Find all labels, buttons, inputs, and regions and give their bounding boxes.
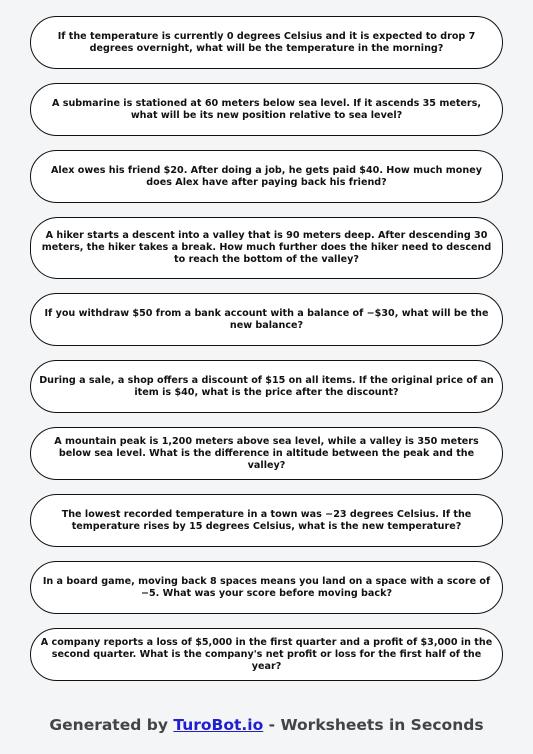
- question-text: The lowest recorded temperature in a town was −23 degrees Celsius. If the temperature rises by 15 degrees Celsius, what is the new temperature?: [61, 508, 472, 532]
- question-card-9: [30, 561, 503, 614]
- question-card-3: [30, 150, 503, 203]
- question-card-4: [30, 217, 503, 279]
- question-text: A submarine is stationed at 60 meters below sea level. If it ascends 35 meters, what will be its new position relative to sea level?: [51, 97, 482, 121]
- question-card-8: [30, 494, 503, 547]
- question-card-1: [30, 16, 503, 69]
- question-text: If you withdraw $50 from a bank account with a balance of −$30, what will be the new balance?: [44, 307, 489, 331]
- footer-prefix: Generated by: [49, 716, 174, 734]
- question-text: In a board game, moving back 8 spaces means you land on a space with a score of −5. What was your score before moving back?: [42, 575, 491, 599]
- footer: [0, 716, 533, 734]
- question-text: During a sale, a shop offers a discount of $15 on all items. If the original price of an item is $40, what is the price after the discount?: [39, 374, 494, 398]
- question-list: [30, 16, 503, 695]
- question-text: A mountain peak is 1,200 meters above sea level, while a valley is 350 meters below sea level. What is the difference in altitude between the peak and the valley?: [54, 435, 479, 471]
- question-card-5: [30, 293, 503, 346]
- question-card-2: [30, 83, 503, 136]
- question-card-10: [30, 628, 503, 681]
- footer-suffix: - Worksheets in Seconds: [263, 716, 484, 734]
- question-card-7: [30, 427, 503, 480]
- question-text: A hiker starts a descent into a valley that is 90 meters deep. After descending 30 meters, the hiker takes a break. How much further does the hiker need to descend to reach the bottom of the valley?: [41, 230, 492, 265]
- turobot-link[interactable]: TuroBot.io: [173, 716, 264, 734]
- question-text: If the temperature is currently 0 degrees Celsius and it is expected to drop 7 degrees overnight, what will be the temperature in the morning?: [57, 30, 476, 54]
- question-text: A company reports a loss of $5,000 in the first quarter and a profit of $3,000 in the second quarter. What is the company's net profit or loss for the first half of the year?: [40, 636, 493, 672]
- question-card-6: [30, 360, 503, 413]
- question-text: Alex owes his friend $20. After doing a job, he gets paid $40. How much money does Alex have after paying back his friend?: [51, 164, 482, 188]
